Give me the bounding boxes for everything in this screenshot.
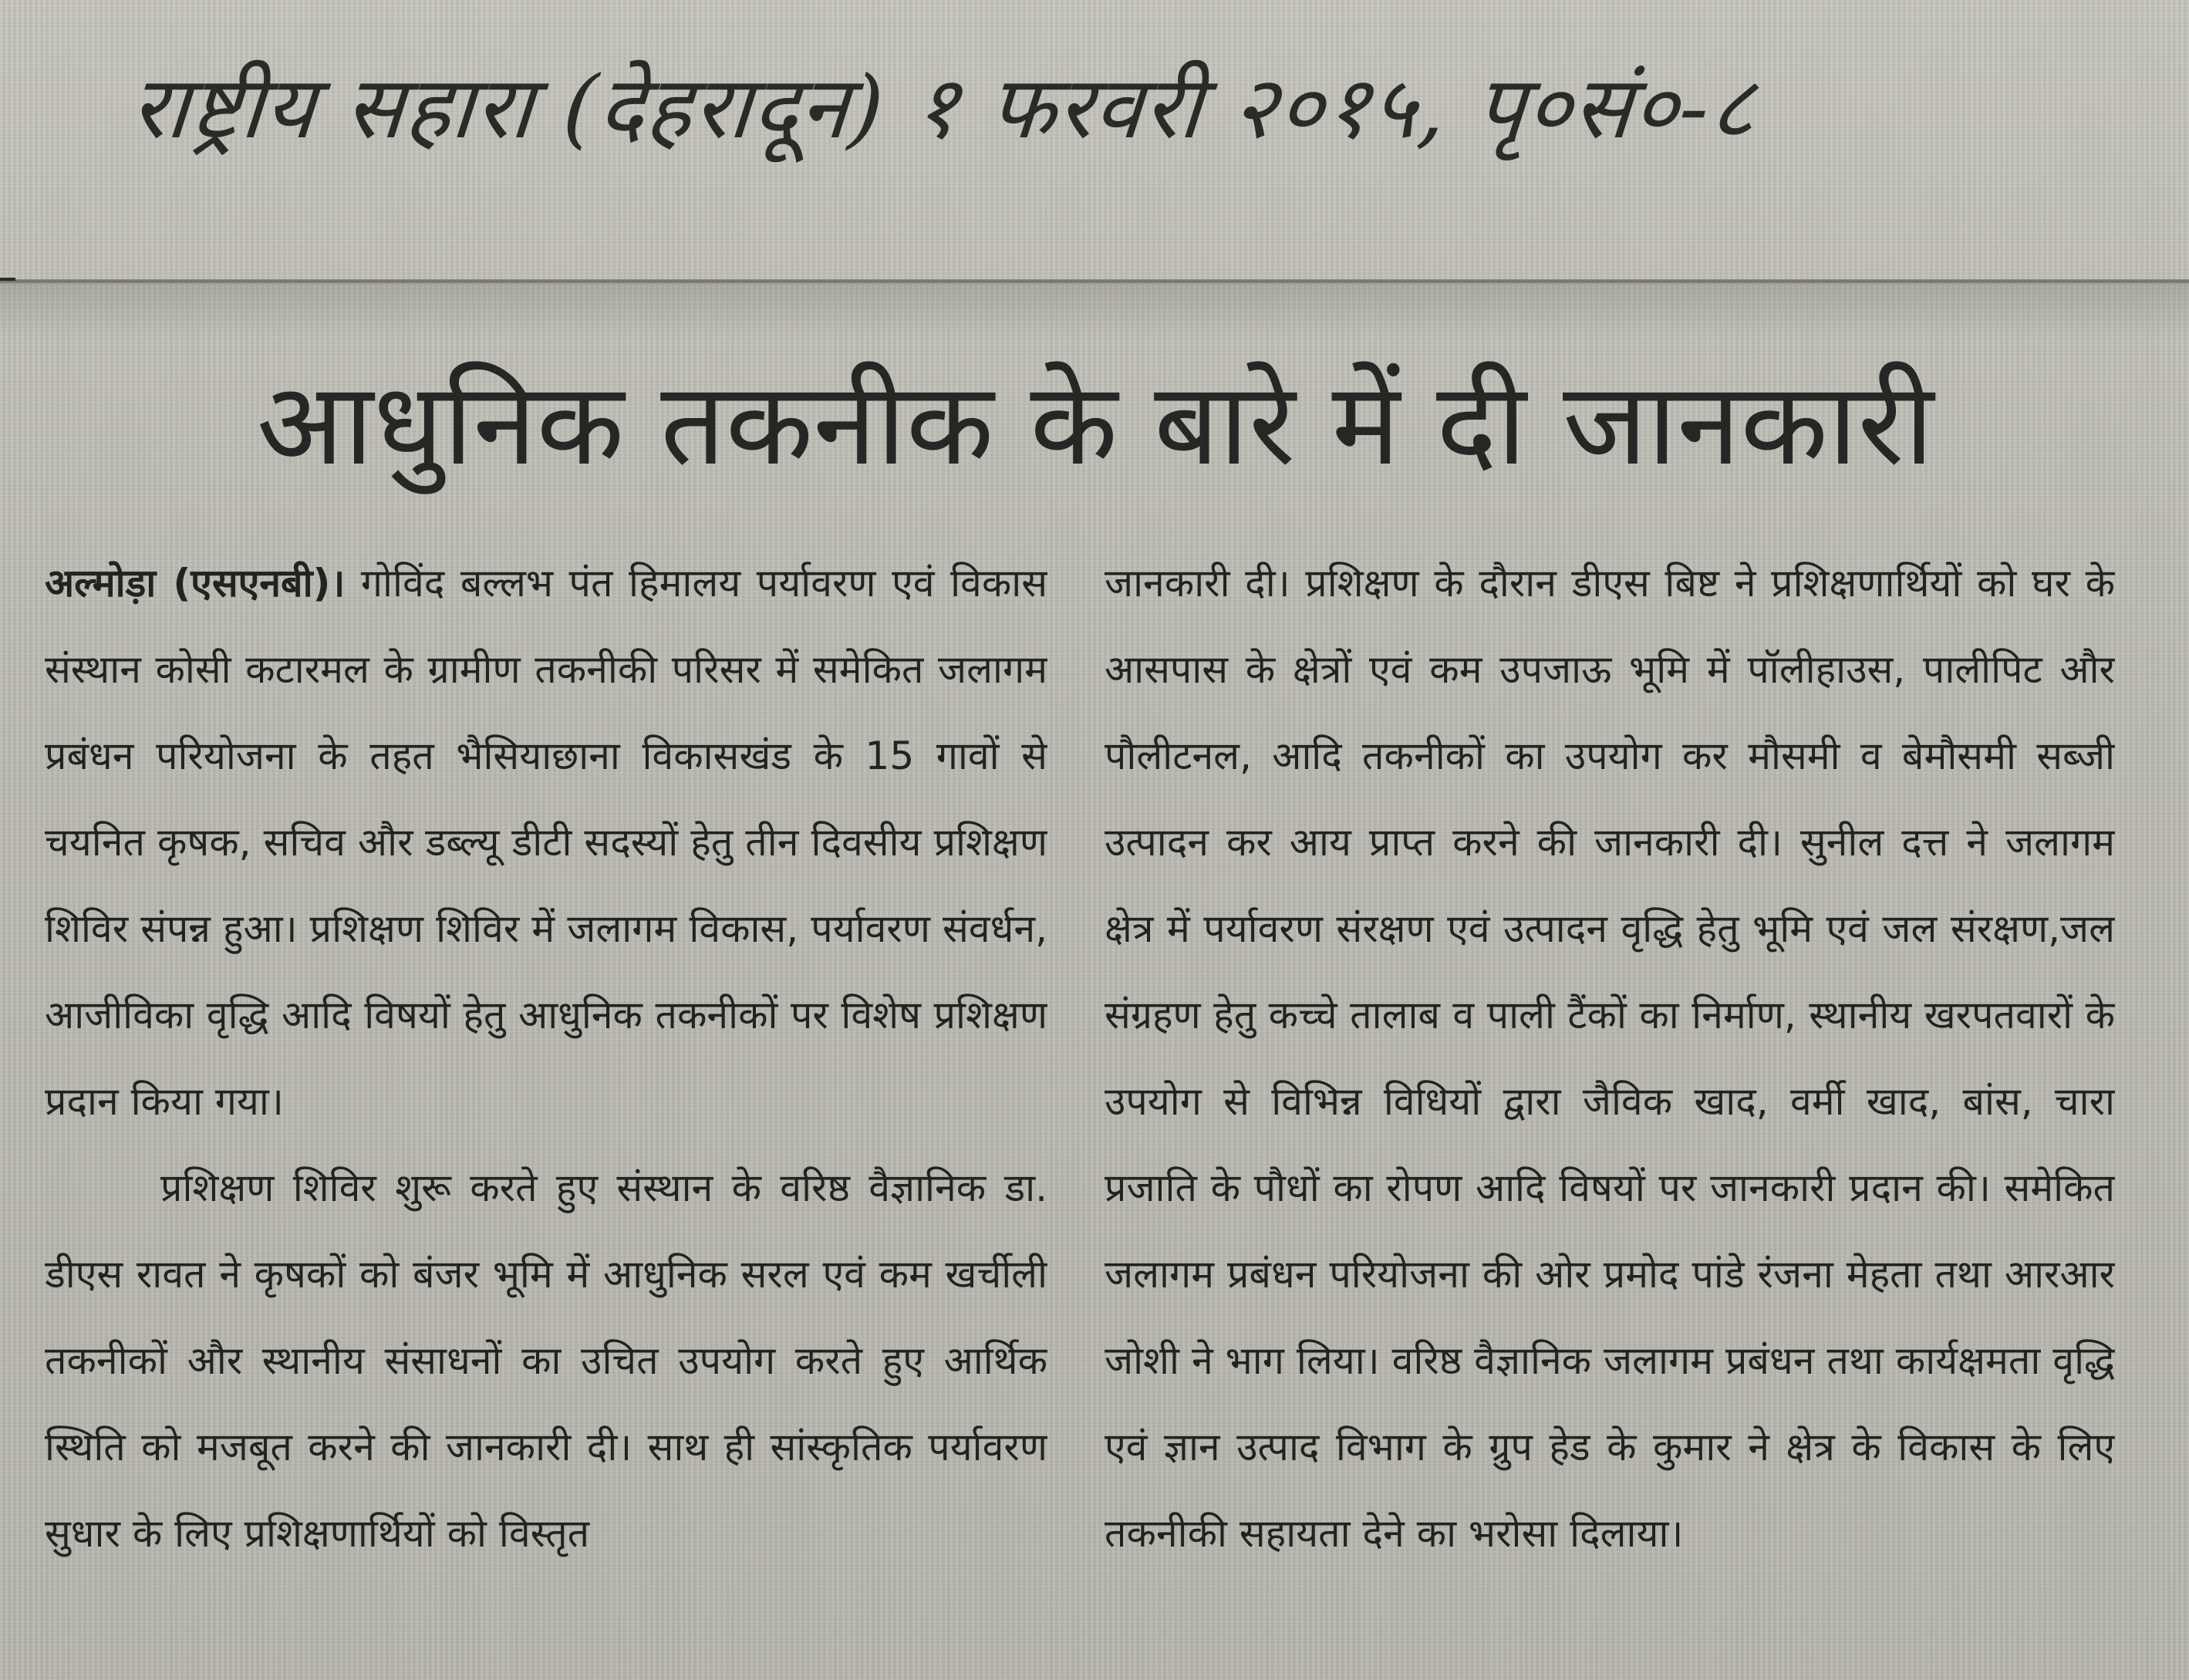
clipping-top-rule <box>0 279 2189 284</box>
cut-mark <box>0 278 15 281</box>
article-paragraph: प्रशिक्षण शिविर शुरू करते हुए संस्थान के वरिष्ठ वैज्ञानिक डा. डीएस रावत ने कृषकों को बंजर भूमि में आधुनिक सरल एवं कम खर्चीली तकनीकों और स्थानीय संसाधनों का उचित उपयोग करते हुए आर्थिक स्थिति को मजबूत करने की जानकारी दी। साथ ही सांस्कृतिक पर्यावरण सुधार के लिए प्रशिक्षणार्थियों को विस्तृत <box>45 1166 1047 1556</box>
article-dateline: अल्मोड़ा (एसएनबी)। <box>45 561 346 606</box>
article-column-left <box>45 540 1047 1651</box>
article-column-right <box>1105 540 2115 1651</box>
article-paragraph <box>45 540 1047 1145</box>
paragraph-text: गोविंद बल्लभ पंत हिमालय पर्यावरण एवं विकास संस्थान कोसी कटारमल के ग्रामीण तकनीकी परिसर में समेकित जलागम प्रबंधन परियोजना के तहत भैसियाछाना विकासखंड के 15 गावों से चयनित कृषक, सचिव और डब्ल्यू डीटी सदस्यों हेतु तीन दिवसीय प्रशिक्षण शिविर संपन्न हुआ। प्रशिक्षण शिविर में जलागम विकास, पर्यावरण संवर्धन, आजीविका वृद्धि आदि विषयों हेतु आधुनिक तकनीकों पर विशेष प्रशिक्षण प्रदान किया गया। <box>45 561 1047 1124</box>
article-paragraph: जानकारी दी। प्रशिक्षण के दौरान डीएस बिष्ट ने प्रशिक्षणार्थियों को घर के आसपास के क्षेत्रों एवं कम उपजाऊ भूमि में पॉलीहाउस, पालीपिट और पौलीटनल, आदि तकनीकों का उपयोग कर मौसमी व बेमौसमी सब्जी उत्पादन कर आय प्राप्त करने की जानकारी दी। सुनील दत्त ने जलागम क्षेत्र में पर्यावरण संरक्षण एवं उत्पादन वृद्धि हेतु भूमि एवं जल संरक्षण,जल संग्रहण हेतु कच्चे तालाब व पाली टैंकों का निर्माण, स्थानीय खरपतवारों के उपयोग से विभिन्न विधियों द्वारा जैविक खाद, वर्मी खाद, बांस, चारा प्रजाति के पौधों का रोपण आदि विषयों पर जानकारी प्रदान की। समेकित जलागम प्रबंधन परियोजना की ओर प्रमोद पांडे रंजना मेहता तथा आरआर जोशी ने भाग लिया। वरिष्ठ वैज्ञानिक जलागम प्रबंधन तथा कार्यक्षमता वृद्धि एवं ज्ञान उत्पाद विभाग के ग्रुप हेड के कुमार ने क्षेत्र के विकास के लिए तकनीकी सहायता देने का भरोसा दिलाया। <box>1105 561 2115 1556</box>
article-headline: आधुनिक तकनीक के बारे में दी जानकारी <box>256 358 1934 491</box>
handwritten-source-annotation: राष्ट्रीय सहारा (देहरादून) १ फरवरी २०१५, पृ०सं०-८ <box>127 58 1761 158</box>
